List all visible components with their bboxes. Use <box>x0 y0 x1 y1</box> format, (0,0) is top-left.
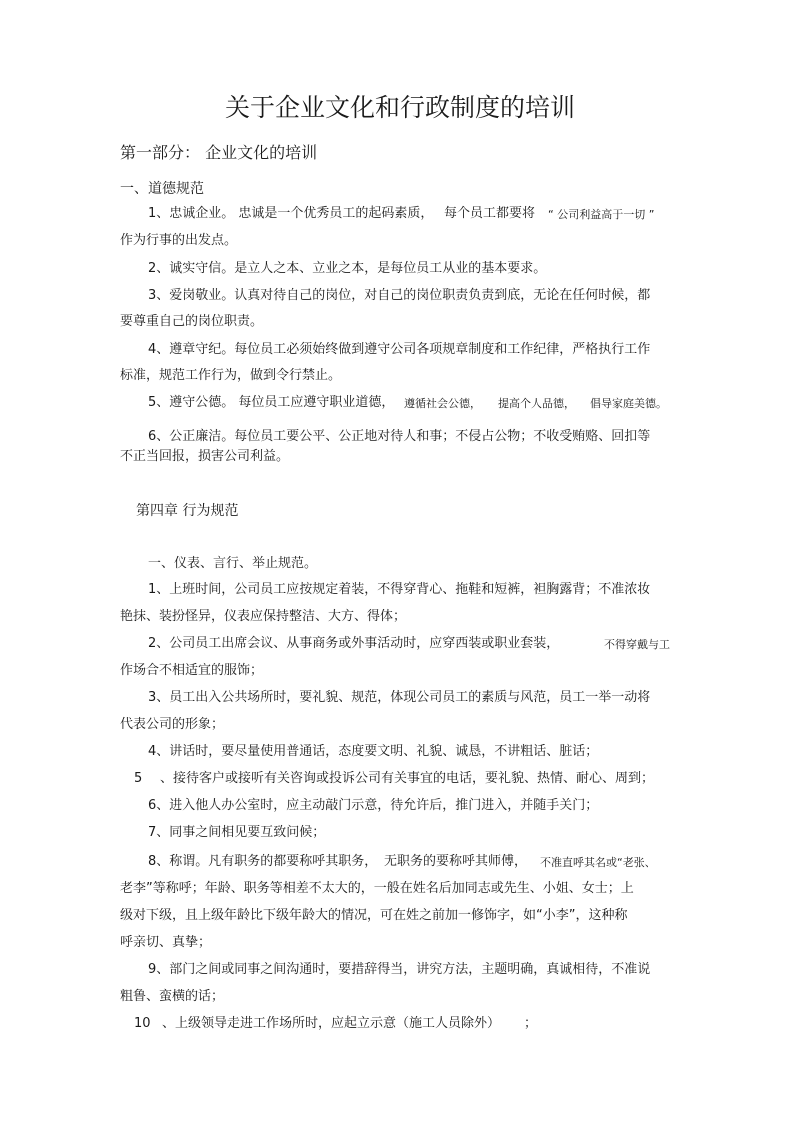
rule-8-line-c: 不准直呼其名或“老张、 <box>540 856 656 869</box>
rule-8-line-a: 8、称谓。凡有职务的都要称呼其职务， <box>148 854 378 869</box>
item-1-line-b: 每个员工都要将 <box>444 206 536 221</box>
rule-3-line-a: 3、员工出入公共场所时，要礼貌、规范，体现公司员工的素质与风范，员工一举一动将 <box>148 690 651 705</box>
item-2: 2、诚实守信。是立人之本、立业之本，是每位员工从业的基本要求。 <box>148 261 547 276</box>
item-3-line-b: 要尊重自己的岗位职责。 <box>120 314 264 329</box>
item-5-line-d: 倡导家庭美德。 <box>590 397 667 410</box>
rule-6: 6、进入他人办公室时，应主动敲门示意，待允许后，推门进入，并随手关门； <box>148 798 599 813</box>
rule-8-line-f: 呼亲切、真挚； <box>120 935 212 950</box>
rule-10: 、上级领导走进工作场所时，应起立示意（施工人员除外） <box>162 1016 501 1031</box>
rule-8-line-e: 级对下级，且上级年龄比下级年龄大的情况，可在姓之前加一修饰字，如“小李”，这种称 <box>120 908 628 923</box>
rule-10-number: 10 <box>134 1016 151 1031</box>
rule-5: 、接待客户或接听有关咨询或投诉公司有关事宜的电话，要礼貌、热情、耐心、周到； <box>160 771 655 786</box>
part1-heading: 第一部分： 企业文化的培训 <box>120 143 318 162</box>
chapter4-subheading: 一、仪表、言行、举止规范。 <box>148 556 318 571</box>
rule-2-line-b: 不得穿戴与工 <box>604 638 670 651</box>
rule-8-line-b: 无职务的要称呼其师傅， <box>384 854 528 869</box>
rule-9-line-a: 9、部门之间或同事之间沟通时，要措辞得当，讲究方法，主题明确，真诚相待，不准说 <box>148 962 651 977</box>
rule-1-line-a: 1、上班时间，公司员工应按规定着装，不得穿背心、拖鞋和短裤，袒胸露背；不准浓妆 <box>148 582 651 597</box>
rule-3-line-b: 代表公司的形象； <box>120 717 225 732</box>
item-1-line-d: 作为行事的出发点。 <box>120 233 238 248</box>
rule-8-line-d: 老李”等称呼；年龄、职务等相差不太大的，一般在姓名后加同志或先生、小姐、女士；上 <box>120 881 634 896</box>
rule-2-line-a: 2、公司员工出席会议、从事商务或外事活动时，应穿西装或职业套装， <box>148 636 560 651</box>
document-title: 关于企业文化和行政制度的培训 <box>224 93 575 122</box>
item-1-line-a: 1、忠诚企业。 忠诚是一个优秀员工的起码素质， <box>148 206 434 221</box>
rule-10-end: ； <box>524 1016 538 1031</box>
rule-1-line-b: 艳抹、装扮怪异，仪表应保持整洁、大方、得体； <box>120 609 407 624</box>
item-4-line-a: 4、遵章守纪。每位员工必须始终做到遵守公司各项规章制度和工作纪律，严格执行工作 <box>148 342 651 357</box>
rule-7: 7、同事之间相见要互致问候； <box>148 825 326 840</box>
rule-2-line-c: 作场合不相适宜的服饰； <box>120 663 264 678</box>
rule-5-number: 5 <box>134 771 143 786</box>
item-6-line-b: 不正当回报，损害公司利益。 <box>120 449 290 464</box>
item-5-line-a: 5、遵守公德。 每位员工应遵守职业道德， <box>148 395 395 410</box>
item-5-line-c: 提高个人品德， <box>498 397 575 410</box>
rule-4: 4、讲话时，要尽量使用普通话，态度要文明、礼貌、诚恳，不讲粗话、脏话； <box>148 744 599 759</box>
item-1-line-c: “ 公司利益高于一切 ” <box>548 208 655 221</box>
rule-9-line-b: 粗鲁、蛮横的话； <box>120 989 225 1004</box>
chapter4-heading: 第四章 行为规范 <box>136 503 239 519</box>
part1-subheading: 一、道德规范 <box>120 181 204 197</box>
item-4-line-b: 标准，规范工作行为，做到令行禁止。 <box>120 368 342 383</box>
item-6-line-a: 6、公正廉洁。每位员工要公平、公正地对待人和事；不侵占公物；不收受贿赂、回扣等 <box>148 429 651 444</box>
item-3-line-a: 3、爱岗敬业。认真对待自己的岗位，对自己的岗位职责负责到底，无论在任何时候，都 <box>148 288 651 303</box>
item-5-line-b: 遵循社会公德， <box>404 397 481 410</box>
